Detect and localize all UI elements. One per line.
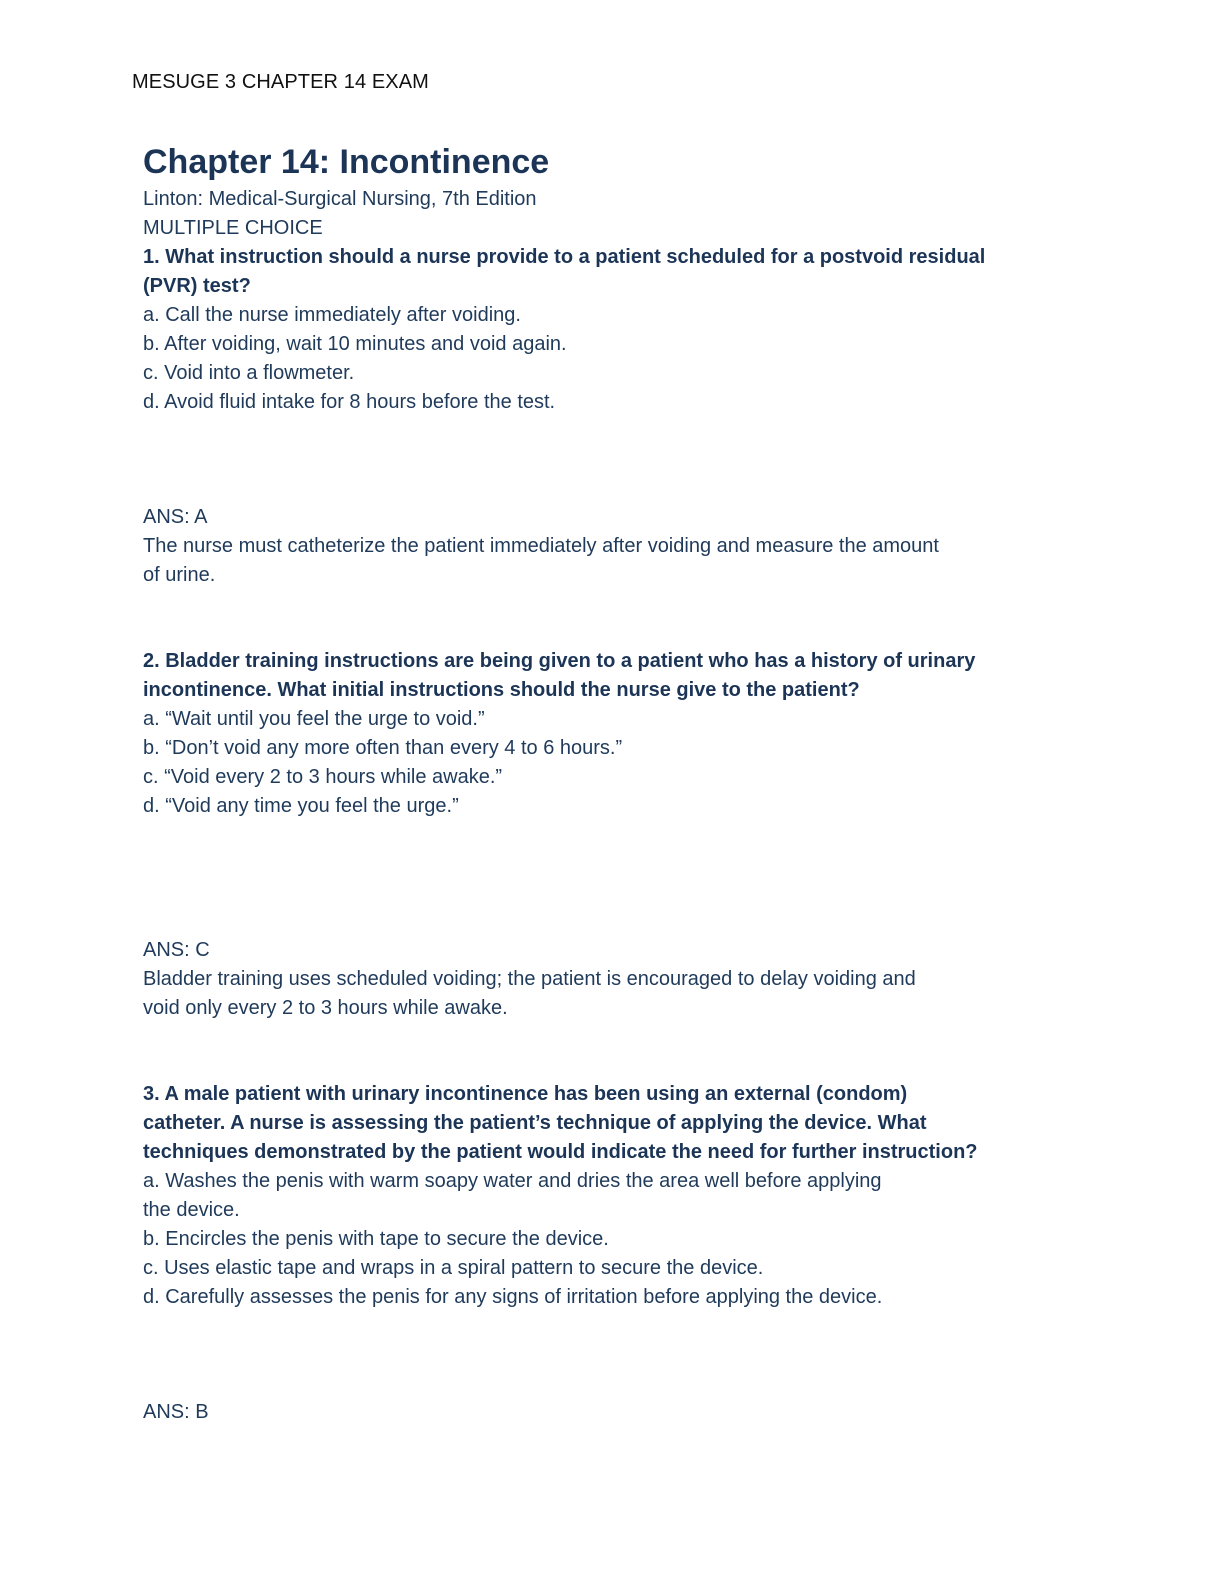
spacer bbox=[143, 590, 1083, 647]
answer-option-d: d. Carefully assesses the penis for any signs of irritation before applying the device. bbox=[143, 1286, 883, 1308]
answer-option-a: a. Call the nurse immediately after voiding. bbox=[143, 304, 521, 326]
question-2-stem bbox=[143, 647, 1083, 705]
source-line: Linton: Medical-Surgical Nursing, 7th Edition bbox=[143, 188, 537, 210]
answer-option-a: a. “Wait until you feel the urge to void.” bbox=[143, 708, 485, 730]
answer-option-c: c. “Void every 2 to 3 hours while awake.” bbox=[143, 766, 503, 788]
question-3-answer: ANS: B bbox=[143, 1401, 209, 1423]
question-1-stem bbox=[143, 243, 1083, 301]
answer-option-d: d. Avoid fluid intake for 8 hours before the test. bbox=[143, 391, 556, 413]
answer-option-b: b. “Don’t void any more often than every 4 to 6 hours.” bbox=[143, 737, 623, 759]
question-stem-line: 1. What instruction should a nurse provide to a patient scheduled for a postvoid residual bbox=[143, 246, 986, 268]
question-2-answer: ANS: C bbox=[143, 939, 210, 961]
chapter-title: Chapter 14: Incontinence bbox=[143, 143, 550, 181]
answer-option-c: c. Uses elastic tape and wraps in a spiral pattern to secure the device. bbox=[143, 1257, 764, 1279]
answer-option-a: a. Washes the penis with warm soapy water and dries the area well before applying bbox=[143, 1170, 882, 1192]
question-2-options bbox=[143, 705, 1083, 821]
answer-option-a-continued: the device. bbox=[143, 1199, 240, 1221]
question-stem-line: 3. A male patient with urinary incontinence has been using an external (condom) bbox=[143, 1083, 908, 1105]
document-body bbox=[143, 140, 1083, 1427]
answer-option-d: d. “Void any time you feel the urge.” bbox=[143, 795, 459, 817]
spacer bbox=[143, 821, 1083, 936]
question-1-options bbox=[143, 301, 1083, 417]
question-1-answer: ANS: A bbox=[143, 506, 208, 528]
spacer bbox=[143, 417, 1083, 503]
rationale-line: of urine. bbox=[143, 564, 216, 586]
question-3-stem bbox=[143, 1080, 1083, 1167]
spacer bbox=[143, 1023, 1083, 1080]
question-stem-line: 2. Bladder training instructions are being given to a patient who has a history of urinary bbox=[143, 650, 976, 672]
question-2-rationale bbox=[143, 965, 1083, 1023]
section-label: MULTIPLE CHOICE bbox=[143, 217, 323, 239]
question-stem-line: catheter. A nurse is assessing the patient’s technique of applying the device. What bbox=[143, 1112, 927, 1134]
answer-option-b: b. After voiding, wait 10 minutes and void again. bbox=[143, 333, 567, 355]
question-stem-line: incontinence. What initial instructions should the nurse give to the patient? bbox=[143, 679, 860, 701]
answer-option-b: b. Encircles the penis with tape to secure the device. bbox=[143, 1228, 609, 1250]
spacer bbox=[143, 1312, 1083, 1398]
question-3-options bbox=[143, 1167, 1083, 1312]
rationale-line: void only every 2 to 3 hours while awake. bbox=[143, 997, 508, 1019]
question-1-rationale bbox=[143, 532, 1083, 590]
rationale-line: The nurse must catheterize the patient immediately after voiding and measure the amount bbox=[143, 535, 939, 557]
page-header: MESUGE 3 CHAPTER 14 EXAM bbox=[132, 71, 429, 93]
question-stem-line: (PVR) test? bbox=[143, 275, 251, 297]
answer-option-c: c. Void into a flowmeter. bbox=[143, 362, 355, 384]
rationale-line: Bladder training uses scheduled voiding; the patient is encouraged to delay voiding and bbox=[143, 968, 916, 990]
question-stem-line: techniques demonstrated by the patient would indicate the need for further instruction? bbox=[143, 1141, 978, 1163]
